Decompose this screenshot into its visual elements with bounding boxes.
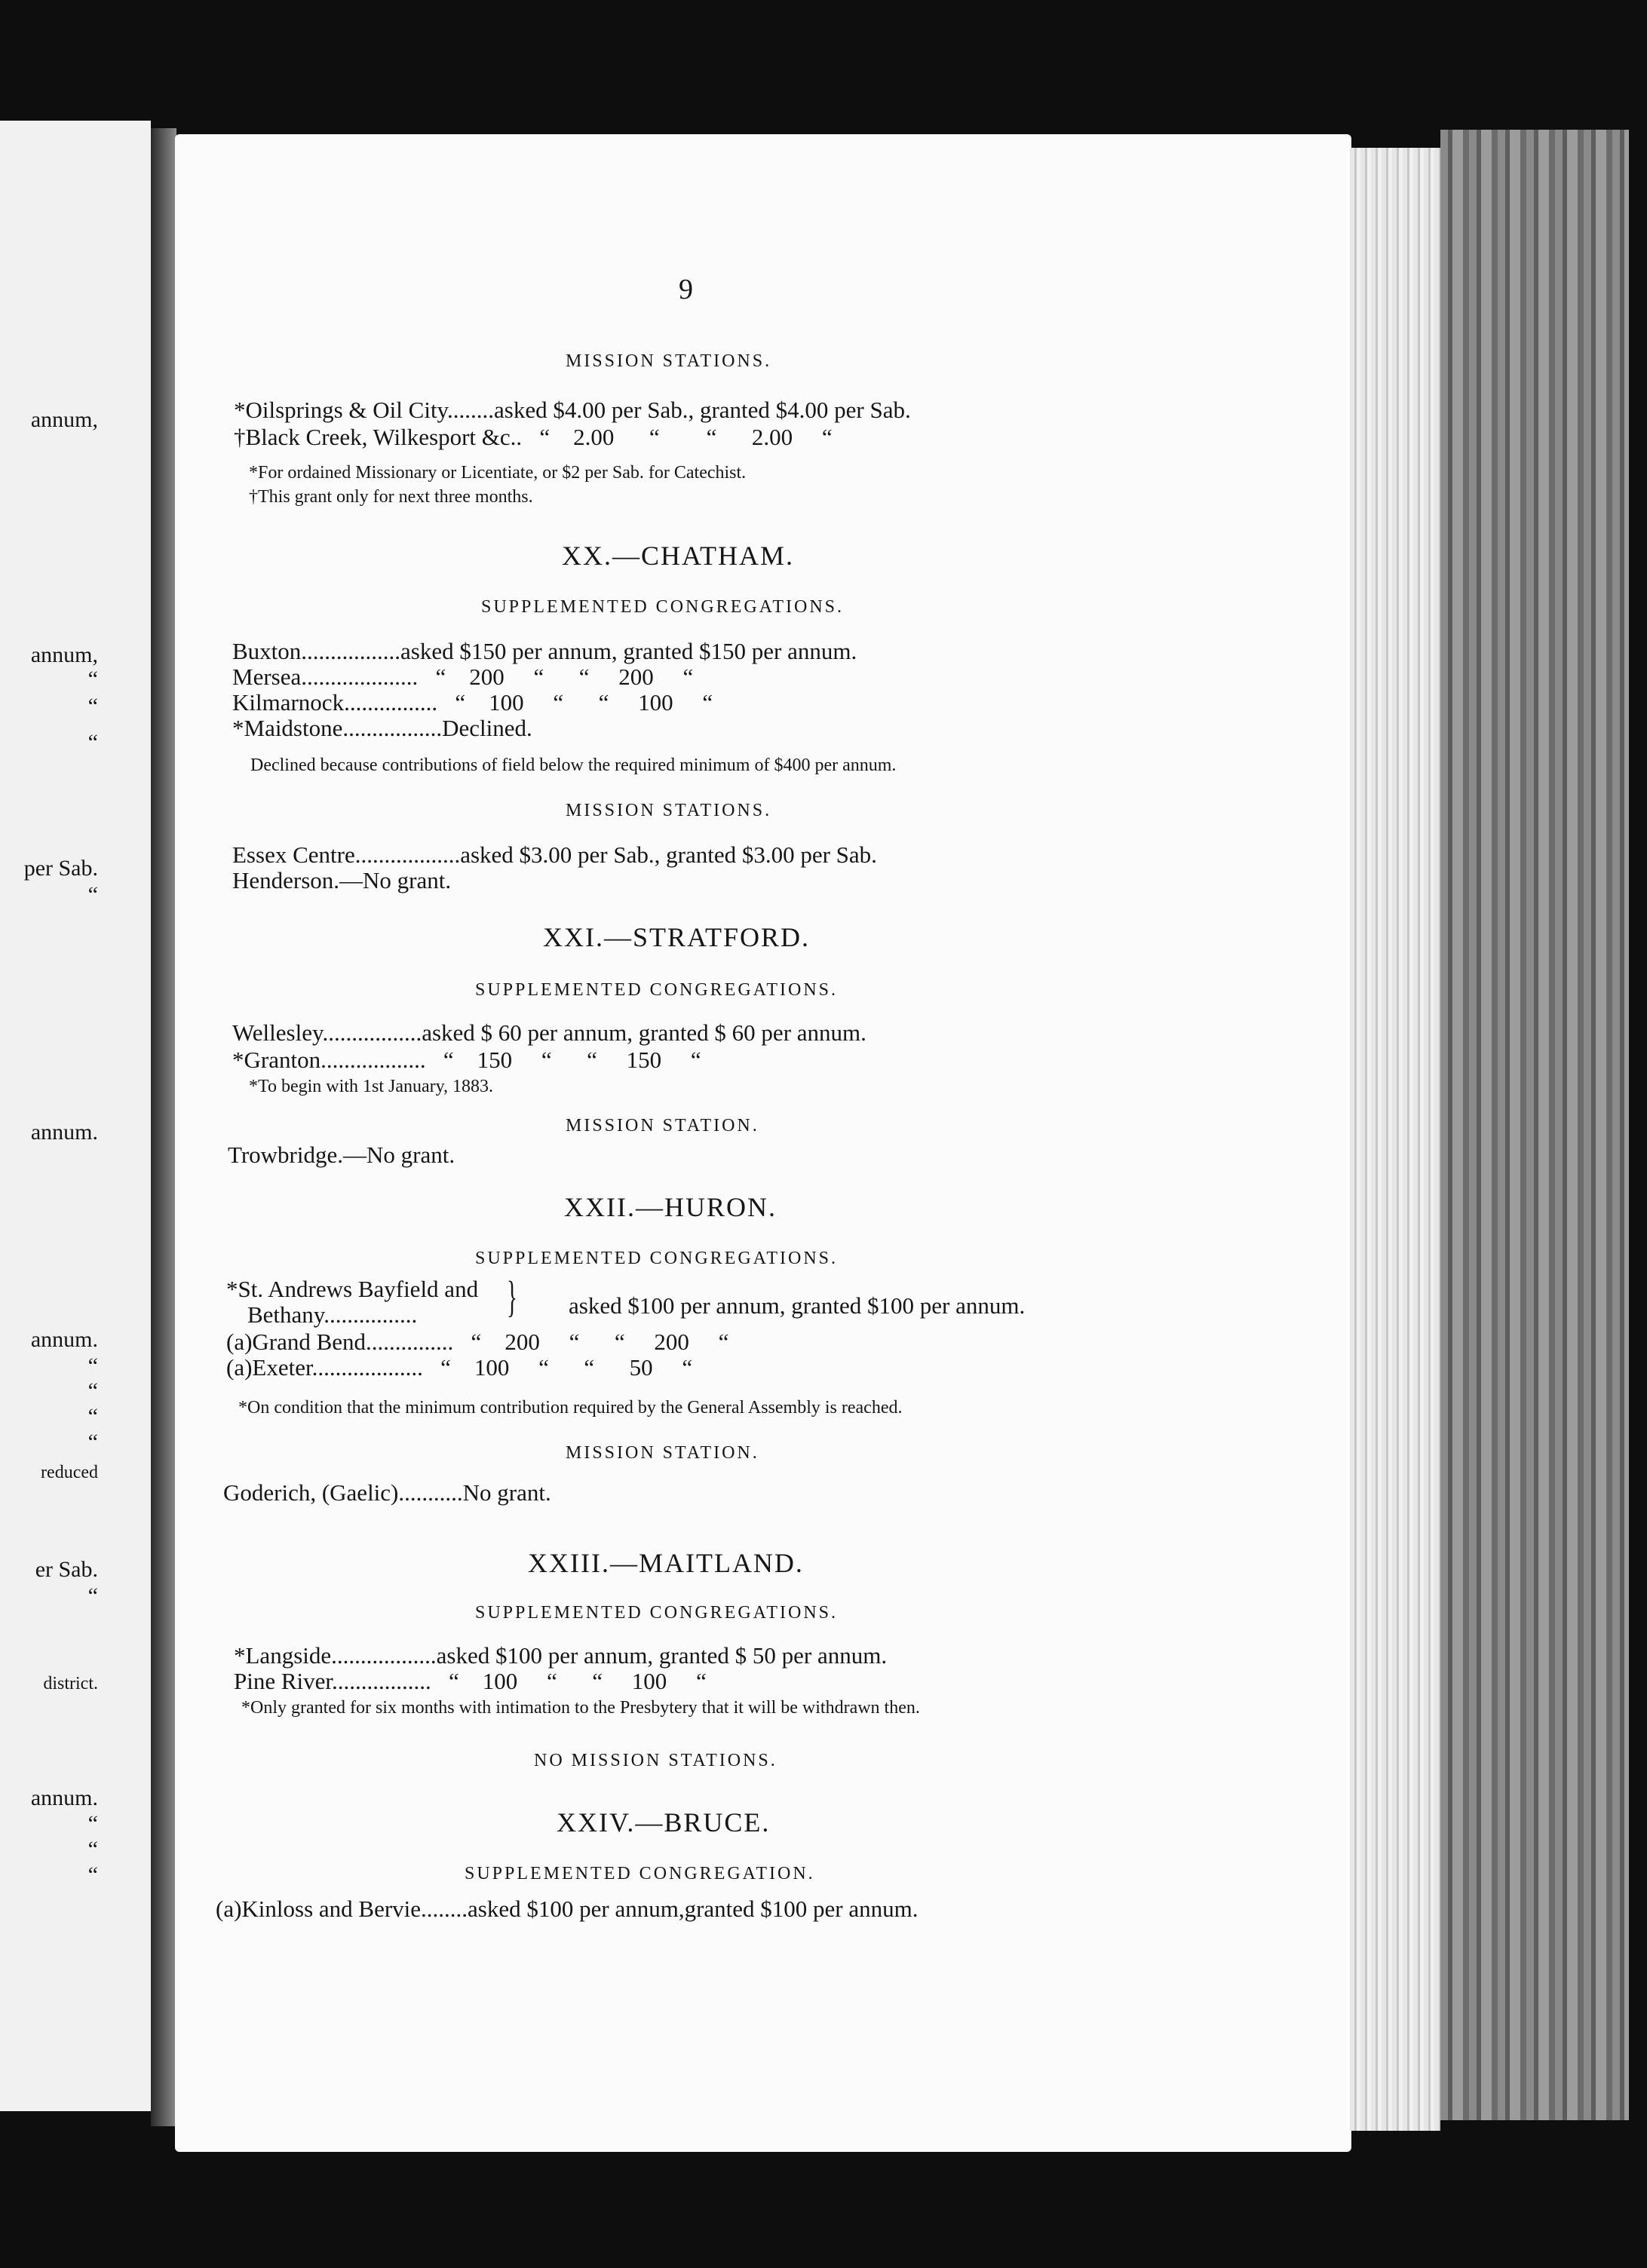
facing-page-text: “	[87, 1404, 98, 1429]
book-gutter	[151, 128, 176, 2126]
entry-line: Essex Centre..................asked $3.00 per Sab., granted $3.00 per Sab.	[232, 841, 877, 868]
presbytery-title: XXII.—HURON.	[564, 1192, 777, 1222]
facing-page-text: “	[87, 1837, 98, 1862]
entry-line: *Oilsprings & Oil City........asked $4.00 per Sab., granted $4.00 per Sab.	[234, 397, 911, 423]
sub-heading: SUPPLEMENTED CONGREGATIONS.	[475, 1603, 839, 1623]
sub-heading: MISSION STATIONS.	[566, 801, 772, 820]
facing-page-text: “	[87, 1811, 98, 1836]
sub-heading: MISSION STATIONS.	[566, 351, 772, 371]
entry-line: Henderson.—No grant.	[232, 867, 452, 893]
footnote: *On condition that the minimum contribution required by the General Assembly is reached.	[238, 1398, 903, 1418]
facing-page-text: er Sab.	[35, 1557, 98, 1582]
sub-heading: MISSION STATION.	[566, 1443, 759, 1463]
footnote: *Only granted for six months with intimation to the Presbytery that it will be withdrawn then.	[241, 1698, 920, 1718]
footnote: *To begin with 1st January, 1883.	[249, 1077, 494, 1096]
facing-page-text: “	[87, 667, 98, 691]
brace-glyph: }	[507, 1272, 517, 1321]
footnote: †This grant only for next three months.	[249, 487, 533, 507]
facing-page-text: annum,	[30, 407, 98, 432]
entry-line: (a)Exeter................... “ 100 “ “ 50 “	[226, 1354, 693, 1381]
facing-page-text: “	[87, 1583, 98, 1608]
entry-line: Trowbridge.—No grant.	[228, 1142, 455, 1168]
facing-page-text: annum.	[30, 1120, 98, 1145]
facing-page-text: reduced	[41, 1463, 98, 1482]
entry-line: Bethany................	[247, 1301, 418, 1328]
footnote: *For ordained Missionary or Licentiate, or $2 per Sab. for Catechist.	[249, 463, 747, 483]
presbytery-title: XX.—CHATHAM.	[562, 541, 795, 571]
entry-line: †Black Creek, Wilkesport &c.. “ 2.00 “ “ 2.00 “	[234, 424, 833, 450]
book-edge	[1440, 130, 1629, 2120]
facing-page-text: “	[87, 730, 98, 755]
presbytery-title: XXI.—STRATFORD.	[543, 922, 811, 952]
sub-heading: SUPPLEMENTED CONGREGATIONS.	[475, 1249, 839, 1268]
entry-line: *Langside..................asked $100 per annum, granted $ 50 per annum.	[234, 1642, 888, 1669]
entry-line: Buxton.................asked $150 per annum, granted $150 per annum.	[232, 638, 857, 664]
facing-page-text: annum.	[30, 1327, 98, 1352]
presbytery-title: XXIII.—MAITLAND.	[528, 1548, 804, 1578]
entry-line: Goderich, (Gaelic)...........No grant.	[223, 1479, 551, 1506]
sub-heading: SUPPLEMENTED CONGREGATIONS.	[475, 980, 839, 1000]
facing-page-text: district.	[43, 1674, 98, 1693]
entry-line: Pine River................. “ 100 “ “ 100 “	[234, 1668, 707, 1694]
entry-line: Kilmarnock................ “ 100 “ “ 100 “	[232, 689, 713, 716]
entry-line: *St. Andrews Bayfield and	[226, 1276, 479, 1302]
sub-heading: MISSION STATION.	[566, 1116, 759, 1136]
page-number: 9	[679, 274, 693, 305]
presbytery-title: XXIV.—BRUCE.	[557, 1807, 771, 1837]
facing-page-text: annum,	[30, 642, 98, 667]
entry-line: (a)Grand Bend............... “ 200 “ “ 200 “	[226, 1329, 729, 1355]
footnote: Declined because contributions of field below the required minimum of $400 per annum.	[250, 755, 897, 775]
entry-line: *Maidstone.................Declined.	[232, 715, 532, 741]
facing-page	[0, 121, 151, 2111]
sub-heading: NO MISSION STATIONS.	[534, 1751, 777, 1770]
entry-line: Wellesley.................asked $ 60 per annum, granted $ 60 per annum.	[232, 1019, 866, 1046]
entry-line: asked $100 per annum, granted $100 per annum.	[569, 1292, 1026, 1319]
facing-page-text: “	[87, 694, 98, 719]
facing-page-text: per Sab.	[23, 856, 98, 881]
facing-page-text: “	[87, 1378, 98, 1403]
sub-heading: SUPPLEMENTED CONGREGATION.	[465, 1864, 815, 1883]
facing-page-text: “	[87, 882, 98, 907]
entry-line: *Granton.................. “ 150 “ “ 150 “	[232, 1047, 701, 1073]
facing-page-text: “	[87, 1353, 98, 1378]
facing-page-text: “	[87, 1430, 98, 1454]
page-edges	[1350, 148, 1440, 2131]
facing-page-text: “	[87, 1862, 98, 1887]
entry-line: (a)Kinloss and Bervie........asked $100 per annum,granted $100 per annum.	[216, 1896, 919, 1922]
entry-line: Mersea.................... “ 200 “ “ 200 “	[232, 664, 694, 690]
sub-heading: SUPPLEMENTED CONGREGATIONS.	[481, 597, 845, 617]
facing-page-text: annum.	[30, 1785, 98, 1810]
